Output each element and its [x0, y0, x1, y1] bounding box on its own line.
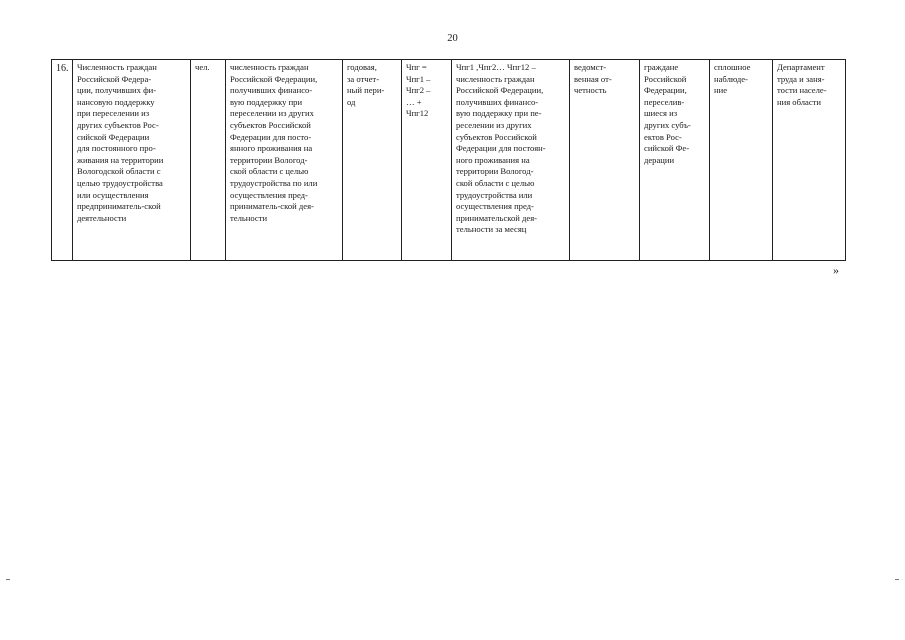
variables-cell: Чпг1 ,Чпг2… Чпг12 – численность граждан Российской Федерации, получивших финансо- вую поддержку при пе- реселении из других субъектов Российской Федерации для постоян- ного проживания на территории Вологод- ской области с целью трудоустройства или осуществления пред- принимательской дея- тельности за месяц [452, 60, 570, 261]
definition-cell: численность граждан Российской Федерации, получивших финансо- вую поддержку при переселении из других субъектов Российской Федерации для посто- янного проживания на территории Вологод- ской области с целью трудоустройства по или осуществления пред- приниматель-ской дея- тельности [226, 60, 343, 261]
responsible-body-cell: Департамент труда и заня- тости населе- ния области [773, 60, 846, 261]
left-edge-mark [6, 579, 10, 580]
data-source-cell: ведомст- венная от- четность [570, 60, 640, 261]
unit-cell: чел. [191, 60, 226, 261]
indicator-name-cell: Численность граждан Российской Федера- ции, получивших фи- нансовую поддержку при переселении из других субъектов Рос- сийской Федерации для постоянного про- живания на территории Вологодской области с целью трудоустройства или осуществления предприниматель-ской деятельности [73, 60, 191, 261]
row-number: 16. [52, 60, 73, 261]
table-row [52, 60, 846, 261]
closing-quote-mark: » [833, 263, 839, 277]
population-cell: граждане Российской Федерации, переселив- шиеся из других субъ- ектов Рос- сийской Фе- дерации [640, 60, 710, 261]
indicator-table [51, 59, 846, 261]
observation-method-cell: сплошное наблюде- ние [710, 60, 773, 261]
page-number: 20 [447, 33, 458, 44]
periodicity-cell: годовая, за отчет- ный пери- од [343, 60, 402, 261]
right-edge-mark [895, 579, 899, 580]
formula-cell: Чпг = Чпг1 – Чпг2 – … + Чпг12 [402, 60, 452, 261]
